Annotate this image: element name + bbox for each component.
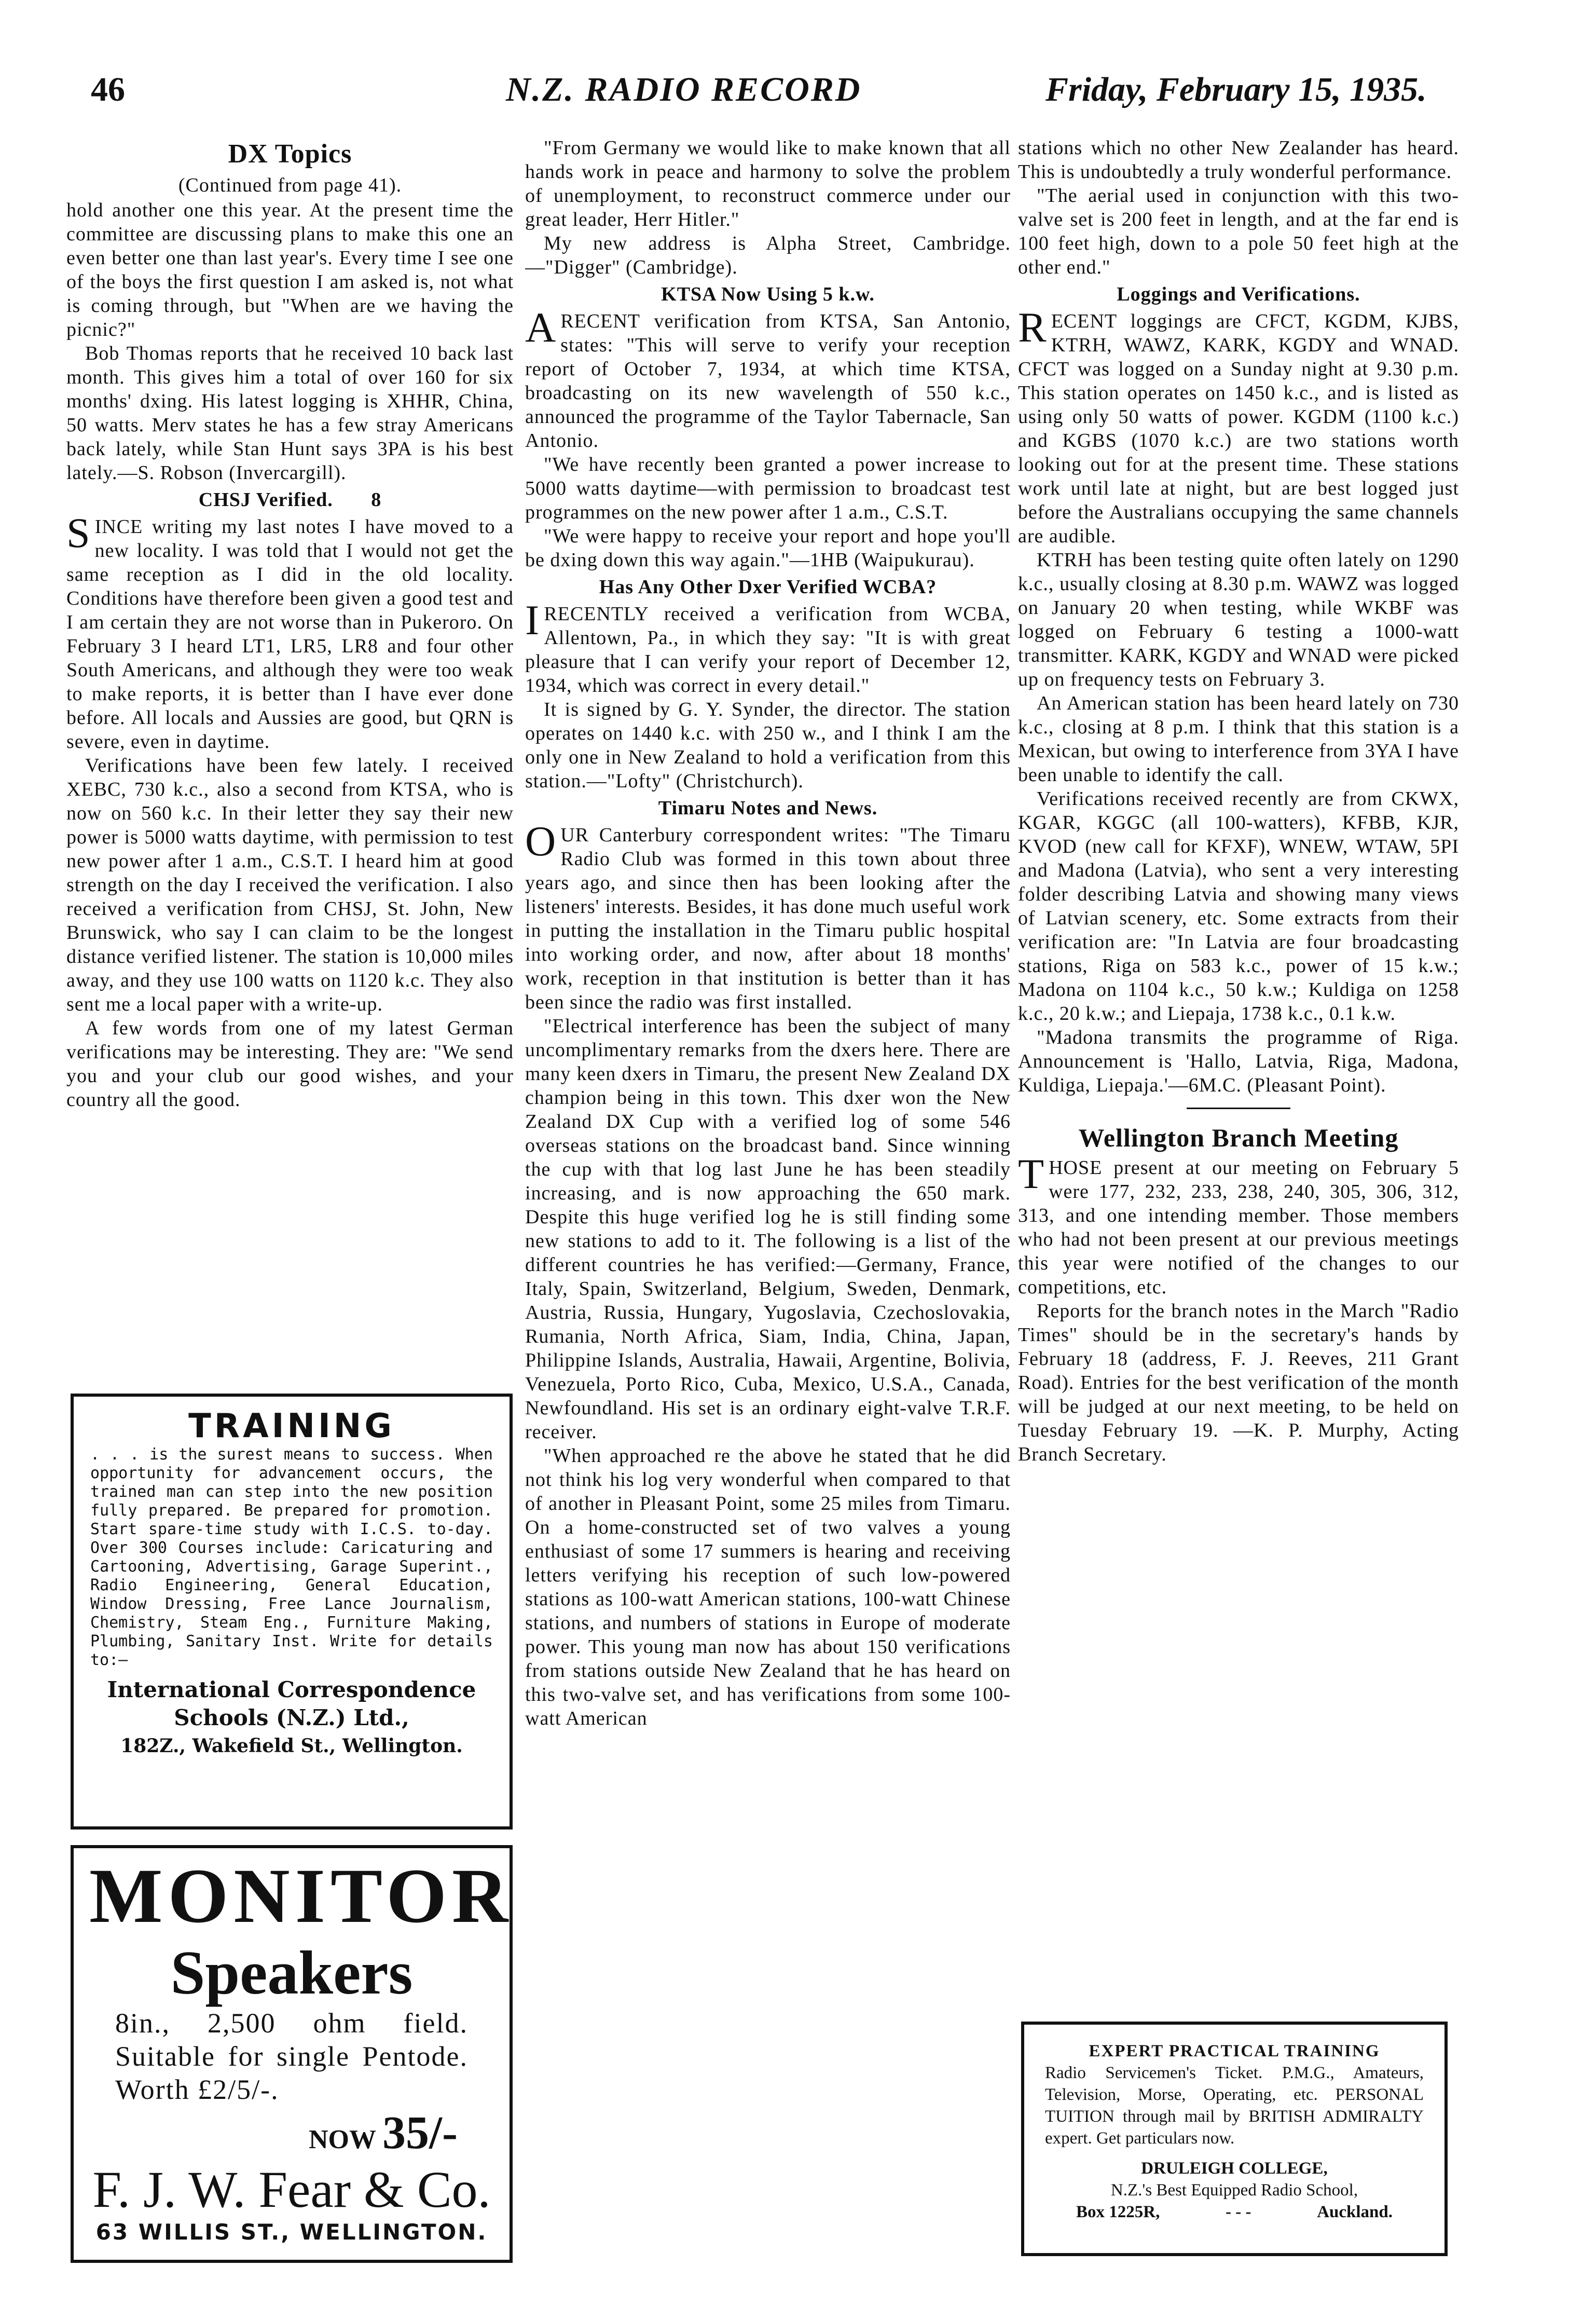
paragraph: OUR Canterbury correspondent writes: "The Timaru Radio Club was formed in this town about three years ago, and since then has been looking after the listeners' interests. Besides, it has done much useful work in putting the installation in the Timaru public hospital into working order, and now, after about 18 months' work, reception in that institution is better than it has been since the radio was first installed. [525,817,1011,1013]
city: Auckland. [1317,2203,1393,2221]
article-title-dx-topics: DX Topics [228,139,352,169]
paragraph: hold another one this year. At the present time the committee are discussing plans to make this one an even better one than last year's. Every time I see one of the boys the first question I am asked is, not what is coming through, but "When are we having the picnic?" [66,199,514,340]
paragraph: RECENT loggings are CFCT, KGDM, KJBS, KTRH, WAWZ, KARK, KGDY and WNAD. CFCT was logged on a Sunday night at 9.30 p.m. This station operates on 1450 k.c., and is listed as using only 50 watts of power. KGDM (1100 k.c.) and KGBS (1070 k.c.) are two stations worth looking out for at the present time. These stations work until late at night, but are best logged just before the Australians occupying the same channels are audible. [1018,304,1459,547]
separator: - - - [1226,2203,1251,2221]
issue-date: Friday, February 15, 1935. [1045,71,1427,108]
ad-address [1045,2201,1424,2223]
ad-company: DRULEIGH COLLEGE, [1141,2159,1328,2178]
subheading-chsj: CHSJ Verified. 8 [198,489,382,511]
paragraph: KTRH has been testing quite often lately on 1290 k.c., usually closing at 8.30 p.m. WAWZ was logged on January 20 when testing, while WKBF was logged on February 6 testing a 1000-watt transmitter. KARK, KGDY and WNAD were picked up on frequency tests on February 3. [1018,549,1459,690]
ad-tagline: N.Z.'s Best Equipped Radio School, [1110,2181,1358,2200]
ad-title: MONITOR [89,1853,514,1939]
subheading-loggings: Loggings and Verifications. [1117,283,1360,305]
publication-title: N.Z. RADIO RECORD [506,71,862,108]
price-value: 35/- [382,2107,458,2159]
ad-title: TRAINING [188,1407,395,1445]
divider [1187,1108,1290,1109]
paragraph: stations which no other New Zealander has heard. This is undoubtedly a truly wonderful performance. [1018,137,1459,183]
page-number: 46 [91,71,125,108]
paragraph: SINCE writing my last notes I have moved to a new locality. I was told that I would not get the same reception as I did in the old locality. Conditions have therefore been given a good test and I am certain they are not worse than in Pukeroro. On February 3 I heard LT1, LR5, LR8 and four other South Americans, and although they were too weak to make reports, it is better than I have ever done before. All locals and Aussies are good, but QRN is severe, even in daytime. [66,509,514,753]
paragraph: "Electrical interference has been the subject of many uncomplimentary remarks from the dxers here. There are many keen dxers in Timaru, the present New Zealand DX champion being in this town. This dxer won the New Zealand DX Cup with a verified log of some 546 overseas stations on the broadcast band. Since winning the cup with that log last June he has been steadily increasing, and is now approaching the 650 mark. Despite this huge verified log he is still finding some new stations to add to it. The following is a list of the different countries he has verified:—Germany, France, Italy, Spain, Switzerland, Belgium, Sweden, Denmark, Austria, Russia, Hungary, Yugoslavia, Czechoslovakia, Rumania, North Africa, Siam, India, China, Japan, Philippine Islands, Australia, Hawaii, Argentine, Bolivia, Venezuela, Porto Rico, Cuba, Mexico, U.S.A., Canada, Newfoundland. His set is an ordinary eight-valve T.R.F. receiver. [525,1015,1011,1443]
paragraph: "The aerial used in conjunction with this two-valve set is 200 feet in length, and at the far end is 100 feet high, down to a pole 50 feet high at the other end." [1018,185,1459,278]
ad-description: 8in., 2,500 ohm field. Suitable for single Pentode. Worth £2/5/-. [115,2008,468,2105]
paragraph: THOSE present at our meeting on February 5 were 177, 232, 233, 238, 240, 305, 306, 312, 313, and one intending member. Those members who had not been present at our previous meetings this year were notified of the changes to our competitions, etc. [1018,1150,1459,1298]
ad-company: International Correspondence [107,1677,476,1702]
paragraph: "From Germany we would like to make known that all hands work in peace and harmony to solve the problem of unemployment, to reconstruct commerce under our great leader, Herr Hitler." [525,137,1011,230]
paragraph: "Madona transmits the programme of Riga. Announcement is 'Hallo, Latvia, Riga, Madona, Kuldiga, Liepaja.'—6M.C. (Pleasant Point). [1018,1027,1459,1096]
paragraph: "We have recently been granted a power increase to 5000 watts daytime—with permission to broadcast test programmes on the new power after 1 a.m., C.S.T. [525,454,1011,523]
paragraph: "When approached re the above he stated that he did not think his log very wonderful when compared to that of another in Pleasant Point, some 25 miles from Timaru. On a home-constructed set of two valves a young enthusiast of some 17 summers is hearing and receiving letters verifying his reception of such low-powered stations as 100-watt American stations, 100-watt Chinese stations, and numbers of stations in Europe of moderate power. This young man now has about 150 verifications from stations outside New Zealand that he has heard on this two-valve set, and has verifications from some 100-watt American [525,1445,1011,1729]
paragraph: Verifications received recently are from CKWX, KGAR, KGGC (all 100-watters), KFBB, KJR, KVOD (new call for KFXF), WNEW, WTAW, 5PI and Madona (Latvia), who sent a very interesting folder describing Latvia and showing many views of Latvian scenery, etc. Some extracts from their verification are: "In Latvia are four broadcasting stations, Riga on 583 k.c., power of 15 k.w.; Madona on 1104 k.c., 50 k.w.; Kuldiga on 1258 k.c., 20 k.w.; and Liepaja, 1738 k.c., 0.1 k.w. [1018,788,1459,1025]
column-2 [525,136,1011,2300]
ad-ics-training [71,1394,513,1830]
ad-body: . . . is the surest means to success. When opportunity for advancement occurs, the trained man can step into the new position fully prepared. Be prepared for promotion. Start spare-time study with I.C.S. to-day. Over 300 Courses include: Caricaturing and Cartooning, Advertising, Garage Superint., Radio Engineering, General Education, Window Dressing, Free Lance Journalism, Chemistry, Steam Eng., Furniture Making, Plumbing, Sanitary Inst. Write for details to:— [90,1445,493,1669]
paragraph: Bob Thomas reports that he received 10 back last month. This gives him a total of over 160 for six months' dxing. His latest logging is XHHR, China, 50 watts. Merv states he has a few stray Americans back lately, while Stan Hunt says 3PA is his best lately.—S. Robson (Invercargill). [66,343,514,484]
paragraph: Reports for the branch notes in the March "Radio Times" should be in the secretary's hands by February 18 (address, F. J. Reeves, 211 Grant Road). Entries for the best verification of the month will be judged at our next meeting, to be held on Tuesday February 19. —K. P. Murphy, Acting Branch Secretary. [1018,1300,1459,1465]
column-3 [1018,136,1459,2004]
now-label: NOW [308,2125,376,2154]
column-1 [66,136,514,1371]
paragraph: It is signed by G. Y. Synder, the director. The station operates on 1440 k.c. with 250 w., and I think I am the only one in New Zealand to hold a verification from this station.—"Lofty" (Christchurch). [525,699,1011,792]
paragraph: "We were happy to receive your report and hope you'll be dxing down this way again."—1HB (Waipukurau). [525,525,1011,571]
ad-subtitle: Speakers [170,1938,413,2007]
paragraph: Verifications have been few lately. I received XEBC, 730 k.c., also a second from KTSA, who is now on 560 k.c. In their letter they say their new power is 5000 watts daytime, with permission to test new power after 1 a.m., C.S.T. I heard him at good strength on the day I received the verification. I also received a verification from CHSJ, St. John, New Brunswick, who say I can claim to be the longest distance verified listener. The station is 10,000 miles away, and they use 100 watts on 1120 k.c. They also sent me a local paper with a write-up. [66,755,514,1015]
subheading-timaru: Timaru Notes and News. [658,797,878,819]
ad-body: Radio Servicemen's Ticket. P.M.G., Amateurs, Television, Morse, Operating, etc. PERSONAL TUITION through mail by BRITISH ADMIRALTY expert. Get particulars now. [1045,2064,1424,2148]
continued-note: (Continued from page 41). [178,174,402,196]
paragraph: My new address is Alpha Street, Cambridge.—"Digger" (Cambridge). [525,233,1011,278]
subheading-ktsa: KTSA Now Using 5 k.w. [661,283,875,305]
ad-address: 182Z., Wakefield St., Wellington. [120,1735,463,1757]
ad-title: EXPERT PRACTICAL TRAINING [1089,2042,1380,2060]
ad-company-2: Schools (N.Z.) Ltd., [174,1705,409,1730]
paragraph: IRECENTLY received a verification from WCBA, Allentown, Pa., in which they say: "It is with great pleasure that I can verify your report of December 12, 1934, which was correct in every detail." [525,596,1011,697]
article-title-wellington: Wellington Branch Meeting [1078,1123,1399,1152]
paragraph: ARECENT verification from KTSA, San Antonio, states: "This will serve to verify your reception report of October 7, 1934, at which time KTSA, broadcasting on its new wavelength of 550 k.c., announced the programme of the Taylor Tabernacle, San Antonio. [525,304,1011,452]
box-number: Box 1225R, [1076,2203,1160,2221]
ad-druleigh-college [1021,2022,1448,2256]
ad-monitor-speakers [71,1845,513,2263]
subheading-wcba: Has Any Other Dxer Verified WCBA? [599,576,937,598]
ad-company: F. J. W. Fear & Co. [92,2161,491,2218]
paragraph: A few words from one of my latest German verifications may be interesting. They are: "We send you and your club our good wishes, and your country all the good. [66,1017,514,1111]
paragraph: An American station has been heard lately on 730 k.c., closing at 8 p.m. I think that this station is a Mexican, but owing to interference from 3YA I have been unable to identify the call. [1018,692,1459,786]
ad-price [89,2106,494,2160]
ad-address: 63 WILLIS ST., WELLINGTON. [95,2219,488,2245]
